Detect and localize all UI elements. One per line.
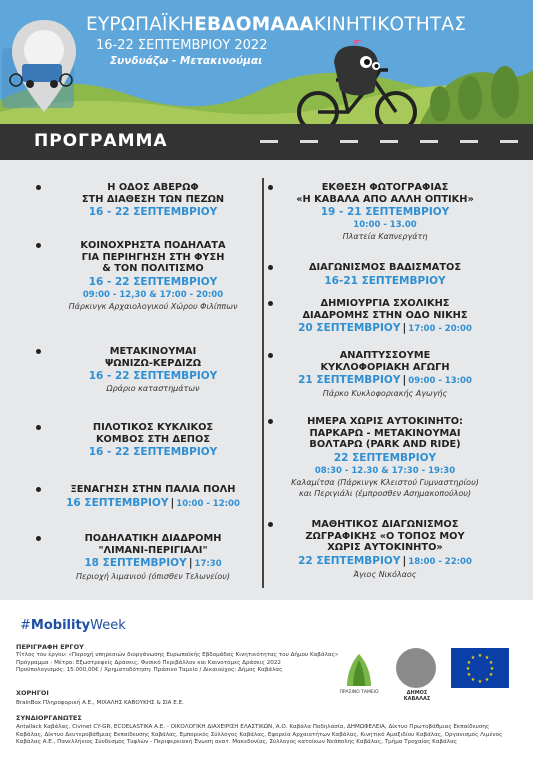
event-title: ΕΚΘΕΣΗ ΦΩΤΟΓΡΑΦΙΑΣ «Η ΚΑΒΑΛΑ ΑΠΟ ΑΛΛΗ ΟΠΤΙΚΗ» bbox=[296, 182, 474, 205]
svg-text:★: ★ bbox=[465, 666, 471, 672]
header-banner bbox=[0, 0, 533, 124]
eu-flag-icon bbox=[451, 648, 509, 688]
event-times: 09:00 - 12,30 & 17:00 - 20:00 bbox=[82, 289, 224, 300]
green-fund-logo bbox=[341, 650, 377, 690]
road-dash bbox=[300, 140, 318, 143]
event-date: 16 - 22 ΣΕΠΤΕΜΒΡΙΟΥ bbox=[88, 206, 218, 218]
project-description: Τίτλος του έργου: «Παροχή υπηρεσιών διοργάνωσης Ευρωπαϊκής Εβδομάδας Κινητικότητας του Δήμου Καβάλας» Πρόγραμμα - Μέτρο: Εξωστρεφείς Δράσεις, Φυσικό Περιβάλλον και Καινοτόμες Δράσεις 2022 Προϋπολογισμός: 15.000,00€ / Χρηματοδότηση: Πράσινο Ταμείο / Δικαιούχος: Δήμος Καβάλας bbox=[16, 652, 339, 674]
event-title: ΜΑΘΗΤΙΚΟΣ ΔΙΑΓΩΝΙΣΜΟΣ ΖΩΓΡΑΦΙΚΗΣ «Ο ΤΟΠΟΣ ΜΟΥ ΧΩΡΙΣ ΑΥΤΟΚΙΝΗΤΟ» bbox=[305, 519, 465, 553]
event-title: ΑΝΑΠΤΥΣΣΟΥΜΕ ΚΥΚΛΟΦΟΡΙΑΚΗ ΑΓΩΓΗ bbox=[320, 350, 450, 373]
event-item bbox=[48, 182, 258, 219]
event-title: ΔΙΑΓΩΝΙΣΜΟΣ ΒΑΔΙΣΜΑΤΟΣ bbox=[308, 262, 462, 273]
event-times: 08:30 - 12.30 & 17:30 - 19:30 bbox=[314, 465, 456, 476]
event-date: 16 - 22 ΣΕΠΤΕΜΒΡΙΟΥ bbox=[88, 370, 218, 382]
event-title: ΠΙΛΟΤΙΚΟΣ ΚΥΚΛΙΚΟΣ ΚΟΜΒΟΣ ΣΤΗ ΔΕΠΟΣ bbox=[92, 422, 214, 445]
event-location: Καλαμίτσα (Πάρκινγκ Κλειστού Γυμναστηρίου) και Περιγιάλι (έμπροσθεν Ασημακοπούλου) bbox=[291, 477, 479, 498]
partners-text: Antallack Καβάλας, Civinet CY-GR, ECOELASTIKA Α.Ε. - ΟΙΚΟΛΟΓΙΚΗ ΔΙΑΧΕΙΡΙΣΗ ΕΛΑΣΤΙΚΩΝ, Α.Ο. Καβάλα Ποδηλασία, ΔΗΜΩΦΕΛΕΙΑ, Δίκτυο Πρωτοβάθμιας Εκπαίδευσης Καβάλας, Δίκτυο Δευτεροβάθμιας Εκπαίδευσης Καβάλας, Εμπορικός Σύλλογος Καβάλας, Εφορεία Αρχαιοτήτων Καβάλας, Κινητικό Αμαξιδίου Καβάλας, Οργανισμός Λιμένος Καβάλας Α.Ε., Πανελλήνιος Σύνδεσμος Τυφλών - Περιφερειακή Ένωση ανατ. Μακεδονίας, Σύλλογος κατοίκων Νεάπολης Καβάλας, Τμήμα Τροχαίας Καβάλας bbox=[16, 724, 503, 746]
road-dash bbox=[260, 140, 278, 143]
event-date-time: 16 ΣΕΠΤΕΜΒΡΙΟΥ | 10:00 - 12:00 bbox=[66, 496, 240, 509]
event-location: Πάρκινγκ Αρχαιολογικού Χώρου Φιλίππων bbox=[68, 301, 238, 311]
program-title-bar bbox=[0, 124, 533, 160]
bicycle-rider-icon bbox=[296, 40, 426, 124]
bullet bbox=[36, 349, 41, 354]
partners-heading: ΣΥΝΔΙΟΡΓΑΝΩΤΕΣ bbox=[16, 714, 82, 722]
event-item bbox=[280, 262, 490, 288]
event-date-time: 20 ΣΕΠΤΕΜΒΡΙΟΥ | 17:00 - 20:00 bbox=[298, 322, 472, 334]
event-date: 22 ΣΕΠΤΕΜΒΡΙΟΥ bbox=[333, 451, 437, 464]
project-description-heading: ΠΕΡΙΓΡΑΦΗ ΕΡΓΟΥ bbox=[16, 643, 84, 651]
svg-text:★: ★ bbox=[484, 677, 490, 683]
sponsors-text: BrainBox Πληροφορική Α.Ε., ΜΙΧΑΛΗΣ ΚΑΒΟΥΚΗΣ & ΣΙΑ Ε.Ε. bbox=[16, 700, 184, 706]
svg-text:★: ★ bbox=[488, 660, 494, 666]
event-item bbox=[48, 484, 258, 511]
bullet bbox=[36, 425, 41, 430]
event-item bbox=[280, 350, 490, 399]
event-item bbox=[48, 422, 258, 459]
svg-text:★: ★ bbox=[477, 679, 483, 685]
event-date: 16-21 ΣΕΠΤΕΜΒΡΙΟΥ bbox=[324, 274, 446, 287]
page-title: ΕΥΡΩΠΑΪΚΗΕΒΔΟΜΑΔΑΚΙΝΗΤΙΚΟΤΗΤΑΣ bbox=[86, 14, 467, 35]
event-location: Πάρκο Κυκλοφοριακής Αγωγής bbox=[322, 389, 448, 398]
slogan: Συνδυάζω - Μετακινούμαι bbox=[110, 55, 263, 67]
green-fund-caption: ΠΡΑΣΙΝΟ ΤΑΜΕΙΟ bbox=[339, 690, 379, 695]
bullet bbox=[268, 185, 273, 190]
svg-text:★: ★ bbox=[470, 655, 476, 661]
bullet bbox=[36, 243, 41, 248]
svg-text:★: ★ bbox=[488, 672, 494, 678]
event-dates: 16-22 ΣΕΠΤΕΜΒΡΙΟΥ 2022 bbox=[96, 38, 268, 53]
event-date-time: 21 ΣΕΠΤΕΜΒΡΙΟΥ | 09:00 - 13:00 bbox=[298, 374, 472, 386]
bullet bbox=[268, 522, 273, 527]
bullet bbox=[268, 265, 273, 270]
event-item bbox=[48, 346, 258, 394]
event-item bbox=[48, 533, 258, 582]
bullet bbox=[268, 301, 273, 306]
bullet bbox=[36, 185, 41, 190]
road-dash bbox=[420, 140, 438, 143]
svg-text:★: ★ bbox=[466, 672, 472, 678]
location-pin-icon bbox=[8, 16, 80, 116]
event-location: Άγιος Νικόλαος bbox=[353, 569, 417, 579]
event-item bbox=[280, 298, 490, 336]
road-dash bbox=[460, 140, 478, 143]
event-location: Περιοχή λιμανιού (όπισθεν Τελωνείου) bbox=[75, 572, 231, 581]
event-title: ΠΟΔΗΛΑΤΙΚΗ ΔΙΑΔΡΟΜΗ "ΛΙΜΑΝΙ-ΠΕΡΙΓΙΑΛΙ" bbox=[84, 533, 222, 556]
sponsors-heading: ΧΟΡΗΓΟΙ bbox=[16, 689, 49, 697]
bullet bbox=[268, 353, 273, 358]
event-times: 10:00 - 13.00 bbox=[353, 220, 417, 230]
bullet bbox=[36, 487, 41, 492]
event-date: 16 - 22 ΣΕΠΤΕΜΒΡΙΟΥ bbox=[88, 446, 218, 458]
municipality-caption: ΔΗΜΟΣ ΚΑΒΑΛΑΣ bbox=[403, 690, 431, 702]
event-date: 16 - 22 ΣΕΠΤΕΜΒΡΙΟΥ bbox=[88, 275, 218, 288]
mobility-week-hashtag: #MobilityWeek bbox=[20, 618, 126, 633]
svg-text:★: ★ bbox=[466, 660, 472, 666]
event-title: ΗΜΕΡΑ ΧΩΡΙΣ ΑΥΤΟΚΙΝΗΤΟ: ΠΑΡΚΑΡΩ - ΜΕΤΑΚΙΝΟΥΜΑΙ ΒΟΛΤΑΡΩ (PARK AND RIDE) bbox=[307, 416, 463, 450]
event-date-time: 18 ΣΕΠΤΕΜΒΡΙΟΥ | 17:30 bbox=[84, 557, 222, 569]
event-title: Η ΟΔΟΣ ΑΒΕΡΩΦ ΣΤΗ ΔΙΑΘΕΣΗ ΤΩΝ ΠΕΖΩΝ bbox=[81, 182, 225, 205]
event-location: Ωράριο καταστημάτων bbox=[106, 384, 200, 393]
bullet bbox=[36, 536, 41, 541]
event-item bbox=[280, 519, 490, 580]
svg-text:★: ★ bbox=[489, 666, 495, 672]
road-dash bbox=[500, 140, 518, 143]
event-date-time: 22 ΣΕΠΤΕΜΒΡΙΟΥ | 18:00 - 22:00 bbox=[298, 554, 472, 567]
program-title: ΠΡΟΓΡΑΜΜΑ bbox=[34, 131, 168, 151]
event-item bbox=[280, 182, 490, 242]
svg-text:★: ★ bbox=[477, 653, 483, 659]
event-date: 19 - 21 ΣΕΠΤΕΜΒΡΙΟΥ bbox=[320, 206, 450, 218]
event-item bbox=[48, 240, 258, 312]
municipality-coin-logo bbox=[396, 648, 436, 688]
svg-text:★: ★ bbox=[470, 677, 476, 683]
column-divider bbox=[262, 178, 264, 588]
event-title: ΞΕΝΑΓΗΣΗ ΣΤΗΝ ΠΑΛΙΑ ΠΟΛΗ bbox=[70, 484, 236, 495]
event-title: ΔΗΜΙΟΥΡΓΙΑ ΣΧΟΛΙΚΗΣ ΔΙΑΔΡΟΜΗΣ ΣΤΗΝ ΟΔΟ ΝΙΚΗΣ bbox=[302, 298, 468, 321]
event-item bbox=[280, 416, 490, 499]
road-dash bbox=[340, 140, 358, 143]
svg-text:★: ★ bbox=[484, 655, 490, 661]
event-title: ΜΕΤΑΚΙΝΟΥΜΑΙ ΨΩΝΙΖΩ-ΚΕΡΔΙΖΩ bbox=[104, 346, 202, 369]
event-title: ΚΟΙΝΟΧΡΗΣΤΑ ΠΟΔΗΛΑΤΑ ΓΙΑ ΠΕΡΙΗΓΗΣΗ ΣΤΗ ΦΥΣΗ & ΤΟΝ ΠΟΛΙΤΙΣΜΟ bbox=[80, 240, 226, 274]
bullet bbox=[268, 419, 273, 424]
road-dash bbox=[380, 140, 398, 143]
event-location: Πλατεία Καπνεργάτη bbox=[342, 232, 428, 241]
